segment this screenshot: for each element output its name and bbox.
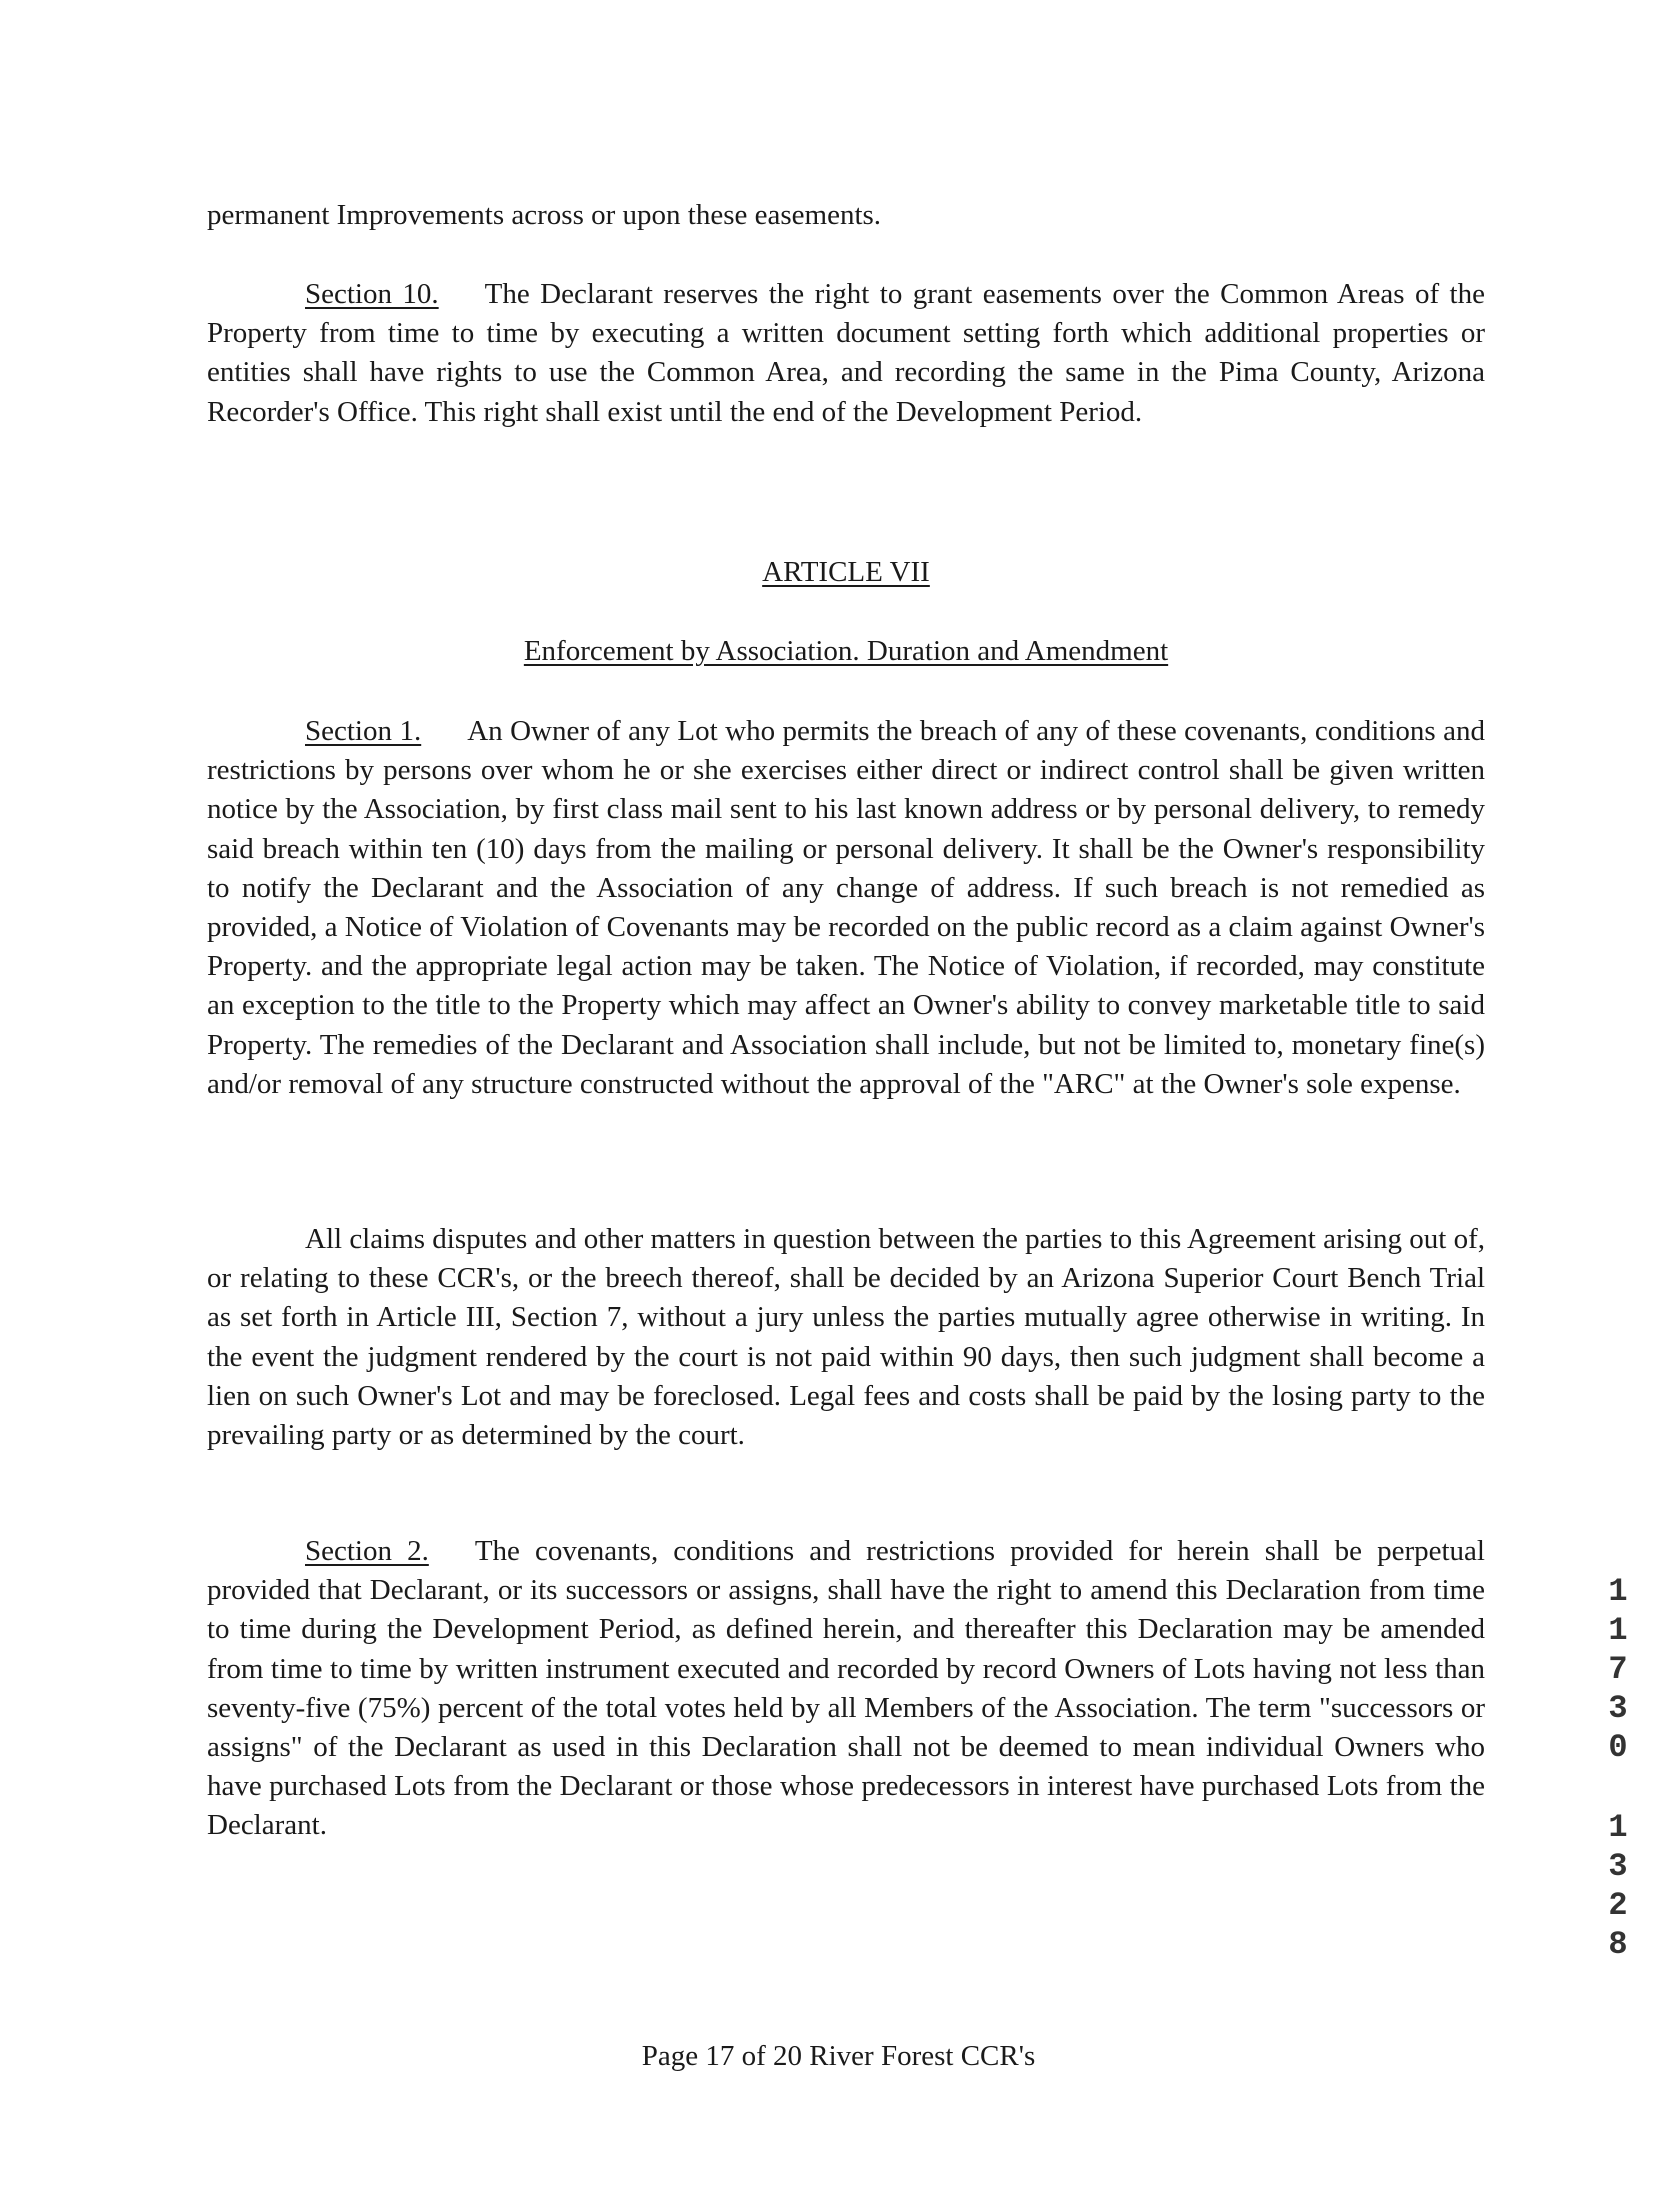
recording-stamp-page: 1 3 2 8 [1608, 1809, 1628, 1963]
section-1-paragraph [207, 712, 1485, 1104]
recording-stamp-docket: 1 1 7 3 0 [1608, 1573, 1628, 1766]
section-2-paragraph [207, 1532, 1485, 1846]
section-10-text: The Declarant reserves the right to grant easements over the Common Areas of the Property from time to time by executing a written document setting forth which additional properties or entities shall have rights to use the Common Area, and recording the same in the Pima County, Arizona Recorder's Office. This right shall exist until the end of the Development Period. [207, 278, 1485, 428]
section-2-text: The covenants, conditions and restrictions provided for herein shall be perpetual provided that Declarant, or its successors or assigns, shall have the right to amend this Declaration from time to time during the Development Period, as defined herein, and thereafter this Declaration may be amended from time to time by written instrument executed and recorded by record Owners of Lots having not less than seventy-five (75%) percent of the total votes held by all Members of the Association. The term "successors or assigns" of the Declarant as used in this Declaration shall not be deemed to mean individual Owners who have purchased Lots from the Declarant or those whose predecessors in interest have purchased Lots from the Declarant. [207, 1535, 1485, 1842]
claims-text: All claims disputes and other matters in question between the parties to this Agreement arising out of, or relating to these CCR's, or the breech thereof, shall be decided by an Arizona Superior Court Bench Trial as set forth in Article III, Section 7, without a jury unless the parties mutually agree otherwise in writing. In the event the judgment rendered by the court is not paid within 90 days, then such judgment shall become a lien on such Owner's Lot and may be foreclosed. Legal fees and costs shall be paid by the losing party to the prevailing party or as determined by the court. [207, 1223, 1485, 1452]
section-1-label: Section 1. [305, 715, 422, 747]
section-10-paragraph [207, 275, 1485, 432]
page-footer: Page 17 of 20 River Forest CCR's [641, 2040, 1036, 2072]
continued-paragraph: permanent Improvements across or upon these easements. [207, 199, 882, 231]
section-1-text: An Owner of any Lot who permits the breach of any of these covenants, conditions and restrictions by persons over whom he or she exercises either direct or indirect control shall be given written notice by the Association, by first class mail sent to his last known address or by personal delivery, to remedy said breach within ten (10) days from the mailing or personal delivery. It shall be the Owner's responsibility to notify the Declarant and the Association of any change of address. If such breach is not remedied as provided, a Notice of Violation of Covenants may be recorded on the public record as a claim against Owner's Property. and the appropriate legal action may be taken. The Notice of Violation, if recorded, may constitute an exception to the title to the Property which may affect an Owner's ability to convey marketable title to said Property. The remedies of the Declarant and Association shall include, but not be limited to, monetary fine(s) and/or removal of any structure constructed without the approval of the "ARC" at the Owner's sole expense. [207, 715, 1485, 1100]
claims-paragraph [207, 1220, 1485, 1455]
article-subheading: Enforcement by Association. Duration and Amendment [523, 635, 1169, 667]
section-10-label: Section 10. [305, 278, 439, 310]
article-heading: ARTICLE VII [762, 556, 930, 588]
section-2-label: Section 2. [305, 1535, 429, 1567]
